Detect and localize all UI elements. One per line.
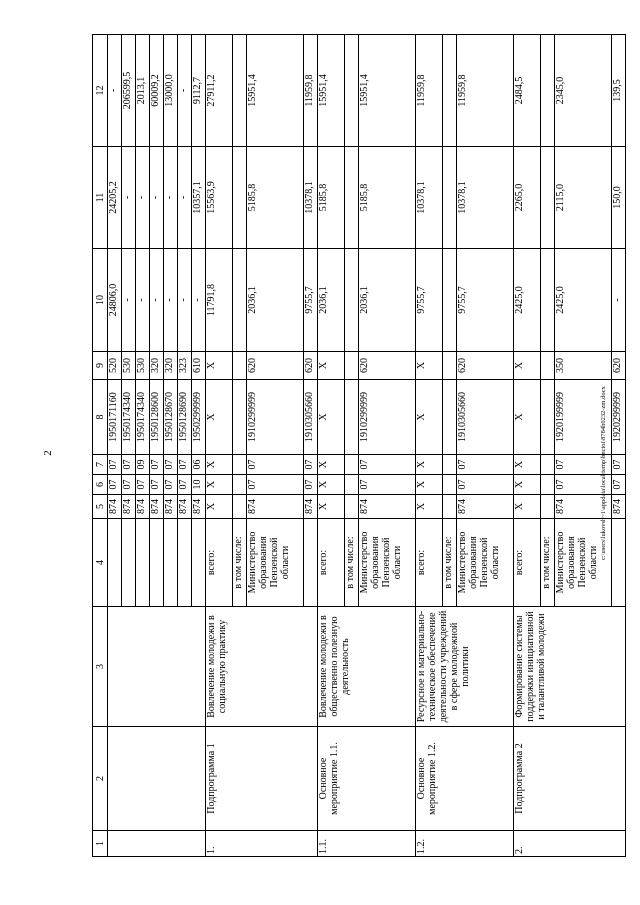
cell-c8 [233, 380, 247, 455]
cell-c12: 2484,5 [514, 35, 541, 147]
col-header-4: 4 [93, 519, 108, 607]
executor-cell: всего: [514, 519, 541, 607]
cell-c8: 1910305660 [457, 380, 514, 455]
cell-c8: 1910305660 [304, 380, 318, 455]
cell-c9: 530 [122, 352, 136, 380]
cell-c10: - [122, 249, 136, 352]
cell-c10: 9755,7 [304, 249, 318, 352]
cell-c10: - [164, 249, 178, 352]
cell-c9: 520 [108, 352, 122, 380]
cell-c6: Х [206, 475, 233, 495]
cell-c9: Х [514, 352, 541, 380]
cell-c5: Х [416, 495, 443, 519]
cell-c9: 620 [247, 352, 304, 380]
cell-c10: 2425,0 [555, 249, 612, 352]
cell-c12: 11959,8 [416, 35, 443, 147]
executor-cell: в том числе: [233, 519, 247, 607]
cell-c10 [443, 249, 457, 352]
cell-c9: 620 [457, 352, 514, 380]
cell-c9: 620 [359, 352, 416, 380]
budget-table [92, 34, 626, 857]
col-header-1: 1 [93, 831, 108, 857]
table-row [206, 35, 233, 857]
item-description [108, 607, 206, 727]
cell-c6: Х [416, 475, 443, 495]
header-row [93, 35, 108, 857]
cell-c7 [443, 455, 457, 475]
cell-c11 [541, 147, 555, 249]
cell-c7: 07 [178, 455, 192, 475]
table-row [416, 35, 443, 857]
cell-c8: 1920199999 [555, 380, 612, 455]
executor-cell [192, 519, 206, 607]
cell-c9: Х [318, 352, 345, 380]
item-description: Формирование системы поддержки инициативной и талантливой молодежи [514, 607, 626, 727]
cell-c6: 07 [122, 475, 136, 495]
cell-c7: 07 [304, 455, 318, 475]
cell-c5 [541, 495, 555, 519]
cell-c8: 1910299999 [247, 380, 304, 455]
executor-cell [136, 519, 150, 607]
cell-c10: 2036,1 [318, 249, 345, 352]
table-row [514, 35, 541, 857]
cell-c6: 07 [457, 475, 514, 495]
cell-c8: 1950171160 [108, 380, 122, 455]
cell-c7: Х [514, 455, 541, 475]
cell-c12: 11959,8 [304, 35, 318, 147]
cell-c8: 1910299999 [359, 380, 416, 455]
executor-cell [178, 519, 192, 607]
cell-c12: 2345,0 [555, 35, 612, 147]
cell-c11: - [178, 147, 192, 249]
cell-c5 [443, 495, 457, 519]
col-header-8: 8 [93, 380, 108, 455]
cell-c7: Х [318, 455, 345, 475]
cell-c5 [345, 495, 359, 519]
cell-c9: Х [416, 352, 443, 380]
cell-c6: 07 [304, 475, 318, 495]
cell-c11: 15563,9 [206, 147, 233, 249]
cell-c7: 07 [247, 455, 304, 475]
cell-c9 [541, 352, 555, 380]
cell-c11: - [122, 147, 136, 249]
cell-c10: 9755,7 [416, 249, 443, 352]
cell-c7: 07 [555, 455, 612, 475]
cell-c5: 874 [359, 495, 416, 519]
table-row [318, 35, 345, 857]
cell-c8: 1950174340 [136, 380, 150, 455]
cell-c11: 2115,0 [555, 147, 612, 249]
cell-c8: Х [416, 380, 443, 455]
cell-c11 [233, 147, 247, 249]
cell-c5: 874 [192, 495, 206, 519]
cell-c7: 07 [457, 455, 514, 475]
cell-c11: - [136, 147, 150, 249]
cell-c9: 320 [150, 352, 164, 380]
cell-c11: 10378,1 [457, 147, 514, 249]
executor-cell: Министерство образования Пензенской области [555, 519, 612, 607]
cell-c7: 06 [192, 455, 206, 475]
cell-c9: 610 [192, 352, 206, 380]
cell-c6: 07 [136, 475, 150, 495]
cell-c12: 27911,2 [206, 35, 233, 147]
cell-c6: 07 [359, 475, 416, 495]
cell-c8: 1950174340 [122, 380, 136, 455]
executor-cell [122, 519, 136, 607]
cell-c11 [443, 147, 457, 249]
cell-c8: 1950128670 [164, 380, 178, 455]
cell-c7: 07 [359, 455, 416, 475]
cell-c7: 07 [612, 455, 626, 475]
cell-c5: 874 [136, 495, 150, 519]
cell-c12 [233, 35, 247, 147]
cell-c10 [345, 249, 359, 352]
cell-c6: 07 [178, 475, 192, 495]
cell-c6: 07 [247, 475, 304, 495]
cell-c5: 874 [178, 495, 192, 519]
cell-c10: 2425,0 [514, 249, 541, 352]
row-number: 1.2. [416, 831, 514, 857]
cell-c9: 620 [304, 352, 318, 380]
cell-c7 [541, 455, 555, 475]
cell-c9: 620 [612, 352, 626, 380]
item-description: Вовлечение молодежи в общественно полезную деятельность [318, 607, 416, 727]
col-header-2: 2 [93, 727, 108, 831]
cell-c8: 1950299999 [192, 380, 206, 455]
cell-c10: - [178, 249, 192, 352]
cell-c12 [541, 35, 555, 147]
cell-c12: 9112,7 [192, 35, 206, 147]
cell-c11: 10378,1 [416, 147, 443, 249]
cell-c12: 206599,5 [122, 35, 136, 147]
cell-c10: - [136, 249, 150, 352]
cell-c7: 07 [150, 455, 164, 475]
cell-c11: 5185,8 [359, 147, 416, 249]
cell-c9 [443, 352, 457, 380]
item-name [108, 727, 206, 831]
cell-c11: 150,0 [612, 147, 626, 249]
cell-c6: 07 [555, 475, 612, 495]
row-number: 2. [514, 831, 626, 857]
cell-c8: 1950128600 [150, 380, 164, 455]
cell-c10 [541, 249, 555, 352]
col-header-7: 7 [93, 455, 108, 475]
cell-c5: 874 [304, 495, 318, 519]
cell-c10: - [150, 249, 164, 352]
cell-c11: - [164, 147, 178, 249]
cell-c10 [233, 249, 247, 352]
cell-c7 [345, 455, 359, 475]
cell-c11: 10357,1 [192, 147, 206, 249]
cell-c12: - [108, 35, 122, 147]
executor-cell [164, 519, 178, 607]
cell-c10: - [612, 249, 626, 352]
col-header-11: 11 [93, 147, 108, 249]
cell-c6: 10 [192, 475, 206, 495]
page-number: 2 [41, 450, 54, 456]
executor-cell: в том числе: [345, 519, 359, 607]
cell-c8 [345, 380, 359, 455]
executor-cell: в том числе: [443, 519, 457, 607]
cell-c5: Х [318, 495, 345, 519]
cell-c5: 874 [612, 495, 626, 519]
cell-c7: 07 [164, 455, 178, 475]
cell-c10: 11791,8 [206, 249, 233, 352]
cell-c5: Х [514, 495, 541, 519]
rotated-page [92, 35, 623, 857]
cell-c6: 07 [108, 475, 122, 495]
cell-c11: 10378,1 [304, 147, 318, 249]
cell-c9 [345, 352, 359, 380]
item-name: Подпрограмма 2 [514, 727, 626, 831]
cell-c7: 07 [108, 455, 122, 475]
cell-c12: 2013,1 [136, 35, 150, 147]
cell-c12: 15951,4 [359, 35, 416, 147]
cell-c5: Х [206, 495, 233, 519]
cell-c5: 874 [164, 495, 178, 519]
table-wrapper [92, 35, 623, 857]
cell-c7: Х [416, 455, 443, 475]
table-body [108, 35, 626, 857]
cell-c6: Х [514, 475, 541, 495]
col-header-12: 12 [93, 35, 108, 147]
item-description: Ресурсное и материально-техническое обеспечение деятельности учреждений в сфере молодежной политики [416, 607, 514, 727]
cell-c12: 139,5 [612, 35, 626, 147]
executor-cell: Министерство образования Пензенской области [457, 519, 514, 607]
cell-c10: 24806,0 [108, 249, 122, 352]
cell-c11: 2265,0 [514, 147, 541, 249]
cell-c5: 874 [555, 495, 612, 519]
cell-c10: 2036,1 [359, 249, 416, 352]
cell-c6 [233, 475, 247, 495]
cell-c9: 323 [178, 352, 192, 380]
executor-cell: всего: [416, 519, 443, 607]
cell-c12 [345, 35, 359, 147]
table-row [108, 35, 122, 857]
cell-c12: 11959,8 [457, 35, 514, 147]
row-number [108, 831, 206, 857]
cell-c12: 60009,2 [150, 35, 164, 147]
executor-cell: всего: [318, 519, 345, 607]
executor-cell [612, 519, 626, 607]
cell-c7: 07 [122, 455, 136, 475]
cell-c9: 350 [555, 352, 612, 380]
cell-c6: 07 [150, 475, 164, 495]
cell-c11 [345, 147, 359, 249]
cell-c8: 1920299999 [612, 380, 626, 455]
col-header-10: 10 [93, 249, 108, 352]
cell-c11: 5185,8 [318, 147, 345, 249]
cell-c6 [541, 475, 555, 495]
col-header-9: 9 [93, 352, 108, 380]
cell-c6: 07 [612, 475, 626, 495]
cell-c9: 320 [164, 352, 178, 380]
executor-cell [304, 519, 318, 607]
cell-c8 [541, 380, 555, 455]
cell-c6 [443, 475, 457, 495]
col-header-5: 5 [93, 495, 108, 519]
cell-c10: - [192, 249, 206, 352]
cell-c11: 5185,8 [247, 147, 304, 249]
cell-c5: 874 [150, 495, 164, 519]
executor-cell: в том числе: [541, 519, 555, 607]
cell-c12 [443, 35, 457, 147]
executor-cell [108, 519, 122, 607]
cell-c8 [443, 380, 457, 455]
cell-c8: 1950128690 [178, 380, 192, 455]
cell-c9: 530 [136, 352, 150, 380]
cell-c7 [233, 455, 247, 475]
file-path-footer: c:\users\lukovsh~1\appdata\local\temp\bnctoi\8784h0232-zm.docx [600, 386, 607, 560]
executor-cell: Министерство образования Пензенской области [247, 519, 304, 607]
cell-c12: 13000,0 [164, 35, 178, 147]
cell-c5: 874 [457, 495, 514, 519]
cell-c8: Х [206, 380, 233, 455]
item-name: Основное мероприятие 1.2. [416, 727, 514, 831]
item-name: Основное мероприятие 1.1. [318, 727, 416, 831]
cell-c7: Х [206, 455, 233, 475]
executor-cell: всего: [206, 519, 233, 607]
cell-c11: - [150, 147, 164, 249]
executor-cell [150, 519, 164, 607]
executor-cell: Министерство образования Пензенской области [359, 519, 416, 607]
cell-c5: 874 [108, 495, 122, 519]
cell-c6: Х [318, 475, 345, 495]
cell-c5: 874 [247, 495, 304, 519]
cell-c8: Х [318, 380, 345, 455]
cell-c12: 15951,4 [247, 35, 304, 147]
cell-c6: 07 [164, 475, 178, 495]
cell-c5 [233, 495, 247, 519]
cell-c9: Х [206, 352, 233, 380]
col-header-6: 6 [93, 475, 108, 495]
cell-c6 [345, 475, 359, 495]
row-number: 1. [206, 831, 318, 857]
cell-c10: 2036,1 [247, 249, 304, 352]
cell-c12: 15951,4 [318, 35, 345, 147]
cell-c9 [233, 352, 247, 380]
cell-c12: - [178, 35, 192, 147]
item-description: Вовлечение молодежи в социальную практику [206, 607, 318, 727]
col-header-3: 3 [93, 607, 108, 727]
cell-c5: 874 [122, 495, 136, 519]
cell-c10: 9755,7 [457, 249, 514, 352]
cell-c8: Х [514, 380, 541, 455]
item-name: Подпрограмма 1 [206, 727, 318, 831]
cell-c7: 09 [136, 455, 150, 475]
row-number: 1.1. [318, 831, 416, 857]
cell-c11: 24205,2 [108, 147, 122, 249]
